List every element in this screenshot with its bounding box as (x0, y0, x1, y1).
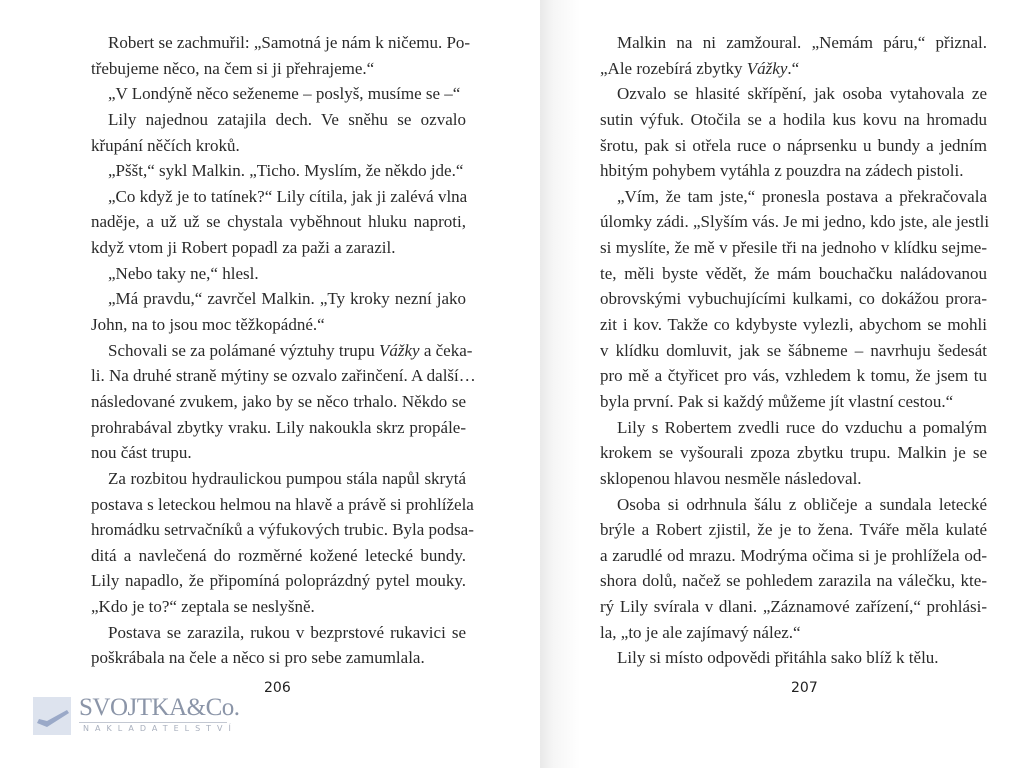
text-line: rý Lily svírala v dlani. „Záznamové zařízení,“ prohlási- (600, 597, 987, 617)
text-line: Ozvalo se hlasité skřípění, jak osoba vytahovala ze (617, 84, 987, 104)
text-line: Lily s Robertem zvedli ruce do vzduchu a pomalým (617, 417, 987, 437)
text-line: Lily najednou zatajila dech. Ve sněhu se ozvalo (108, 109, 466, 129)
text-line: když vtom ji Robert popadl za paži a zarazil. (91, 238, 396, 258)
text-line: si myslíte, že mě v přesile tři na jednoho v klídku sejme- (600, 238, 987, 258)
text-line: shora dolů, načež se pohledem zarazila na válečku, kte- (600, 571, 987, 591)
text-line: v klídku domluvit, jak se šábneme – navrhuju šedesát (600, 340, 987, 360)
publisher-name: SVOJTKA&Co. (79, 694, 240, 721)
checkmark-logo-icon (33, 697, 71, 735)
text-line: třebujeme něco, na čem si ji přehrajeme.“ (91, 58, 375, 78)
text-line: hromádku setrvačníků a výfukových trubic. Byla podsa- (91, 520, 474, 540)
text-line: naděje, a už už se chystala vyběhnout hluku naproti, (91, 212, 466, 232)
text-line: postava s leteckou helmou na hlavě a právě si prohlížela (91, 494, 474, 514)
text-line: „Nebo taky ne,“ hlesl. (108, 263, 259, 283)
text-line: nou část trupu. (91, 443, 192, 463)
text-line: byla první. Pak si každý můžeme jít vlastní cestou.“ (600, 391, 954, 411)
text-line: li. Na druhé straně mýtiny se ozvalo zařinčení. A další… (91, 366, 476, 386)
publisher-subtitle: NAKLADATELSTVÍ (83, 724, 237, 733)
text-line: Za rozbitou hydraulickou pumpou stála napůl skrytá (108, 468, 466, 488)
text-line: „Má pravdu,“ zavrčel Malkin. „Ty kroky nezní jako (108, 289, 466, 309)
text-line: „Kdo je to?“ zeptala se neslyšně. (91, 597, 315, 617)
publisher-logo (33, 694, 240, 737)
text-line: hbitým pohybem vytáhla z pouzdra na zádech pistoli. (600, 161, 964, 181)
text-line: Osoba si odrhnula šálu z obličeje a sundala letecké (617, 494, 987, 514)
logo-divider (79, 722, 227, 723)
text-line: te, měli byste vědět, že mám bouchačku naládovanou (600, 263, 987, 283)
text-line: „Vím, že tam jste,“ pronesla postava a překračovala (617, 186, 987, 206)
text-line: sklopenou hlavou nesměle následoval. (600, 468, 862, 488)
text-line: la, „to je ale zajímavý nález.“ (600, 622, 801, 642)
text-line: „Pššt,“ sykl Malkin. „Ticho. Myslím, že někdo jde.“ (108, 161, 464, 181)
text-line: poškrábala na čele a něco si pro sebe zamumlala. (91, 648, 425, 668)
text-line: Postava se zarazila, rukou v bezprstové rukavici se (108, 622, 466, 642)
text-line: Lily si místo odpovědi přitáhla sako blíž k tělu. (617, 648, 939, 668)
text-line: sutin výfuk. Otočila se a hodila kus kovu na hromadu (600, 109, 987, 129)
text-line: Lily napadlo, že připomíná poloprázdný pytel mouky. (91, 571, 466, 591)
text-line: obrovskými vybuchujícími kulkami, co dokážou prora- (600, 289, 987, 309)
text-line: následované zvukem, jako by se něco trhalo. Někdo se (91, 391, 466, 411)
text-line: Schovali se za polámané výztuhy trupu Vážky a čeka- (108, 340, 473, 360)
text-line: křupání něčích kroků. (91, 135, 240, 155)
text-line: „V Londýně něco seženeme – poslyš, musíme se –“ (108, 84, 461, 104)
text-line: Robert se zachmuřil: „Samotná je nám k ničemu. Po- (108, 33, 471, 52)
right-page (540, 0, 1024, 768)
text-line: úlomky zádi. „Slyším vás. Je mi jedno, kdo jste, ale jestli (600, 212, 990, 232)
text-line: „Co když je to tatínek?“ Lily cítila, jak ji zalévá vlna (108, 186, 468, 206)
left-page-text (91, 30, 476, 671)
text-line: krokem se vyšourali zpoza zbytku trupu. Malkin je se (600, 443, 987, 463)
text-line: John, na to jsou moc těžkopádné.“ (91, 315, 325, 335)
text-line: „Ale rozebírá zbytky Vážky.“ (600, 58, 800, 78)
page-number-right: 207 (791, 680, 818, 696)
text-line: zit i kov. Takže co kdybyste vylezli, abychom se mohli (600, 315, 987, 335)
right-page-text (600, 30, 990, 671)
text-line: šrotu, pak si otřela ruce o náprsenku u bundy a jedním (600, 135, 987, 155)
text-line: ditá a navlečená do rozměrné kožené letecké bundy. (91, 545, 466, 565)
text-line: pro mě a čtyřicet pro vás, vzhledem k tomu, že jsem tu (600, 366, 987, 386)
page-number-left: 206 (264, 680, 291, 696)
text-line: prohrabával zbytky vraku. Lily nakoukla skrz propále- (91, 417, 466, 437)
text-line: brýle a Robert zjistil, že je to žena. Tváře měla kulaté (600, 520, 987, 540)
text-line: a zarudlé od mrazu. Modrýma očima si je prohlížela od- (600, 545, 987, 565)
text-line: Malkin na ni zamžoural. „Nemám páru,“ přiznal. (617, 33, 987, 52)
